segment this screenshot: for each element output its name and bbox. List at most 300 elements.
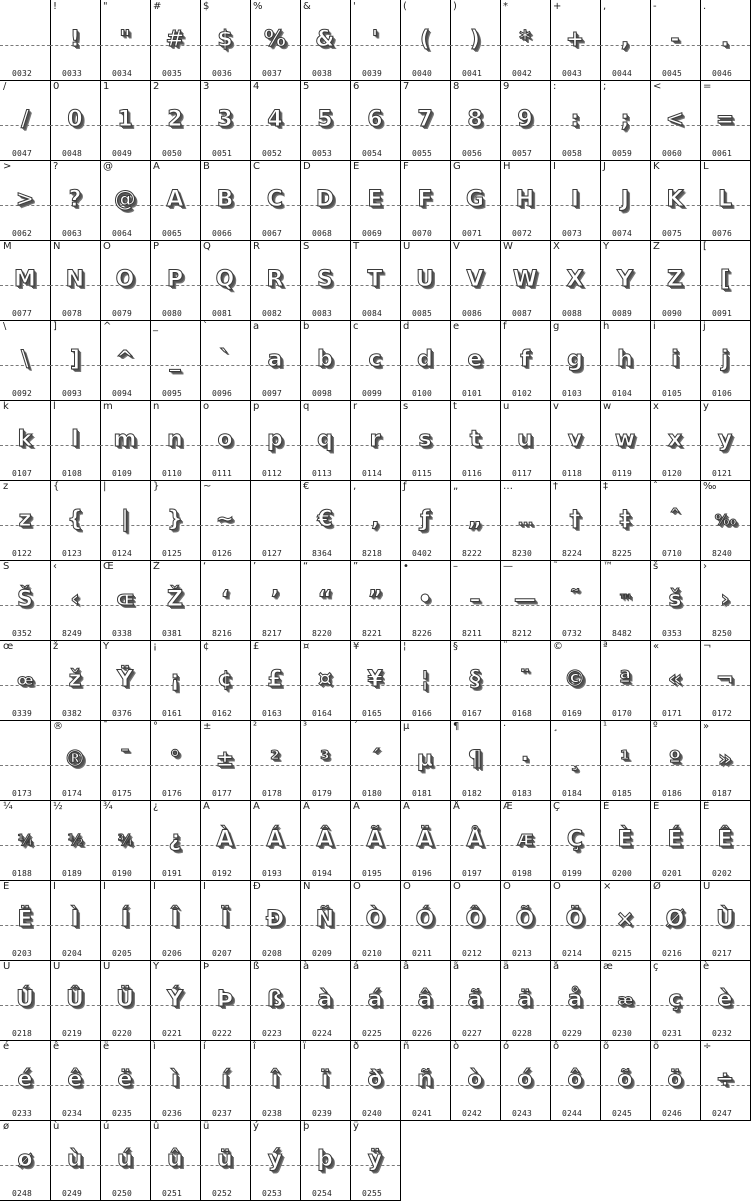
glyph-char-label: – bbox=[453, 561, 458, 572]
glyph-char-label: [ bbox=[703, 241, 707, 252]
glyph-code: 0090 bbox=[662, 309, 683, 318]
glyph-char-label: ‚ bbox=[353, 481, 357, 492]
glyph-code: 0106 bbox=[712, 389, 733, 398]
glyph-preview: À bbox=[216, 827, 234, 852]
glyph-preview: Û bbox=[66, 987, 84, 1012]
glyph-code: 0230 bbox=[612, 1029, 633, 1038]
glyph-code: 0079 bbox=[112, 309, 133, 318]
glyph-char-label: ß bbox=[253, 961, 260, 972]
glyph-cell bbox=[50, 560, 101, 641]
glyph-preview: Á bbox=[266, 827, 284, 852]
glyph-cell bbox=[0, 160, 51, 241]
glyph-cell bbox=[700, 800, 751, 881]
glyph-cell bbox=[700, 1040, 751, 1121]
glyph-preview: Ð bbox=[265, 907, 285, 932]
glyph-preview: ¾ bbox=[117, 831, 133, 849]
glyph-code: 0125 bbox=[162, 549, 183, 558]
glyph-preview: ð bbox=[367, 1067, 383, 1092]
glyph-code: 0245 bbox=[612, 1109, 633, 1118]
glyph-preview: „ bbox=[467, 507, 483, 532]
glyph-code: 0352 bbox=[12, 629, 33, 638]
glyph-code: 0225 bbox=[362, 1029, 383, 1038]
glyph-code: 0162 bbox=[212, 709, 233, 718]
glyph-cell bbox=[300, 400, 351, 481]
glyph-preview: W bbox=[512, 267, 538, 292]
glyph-cell bbox=[200, 560, 251, 641]
glyph-char-label: 2 bbox=[153, 81, 160, 92]
glyph-char-label: { bbox=[53, 481, 60, 492]
glyph-char-label: Â bbox=[303, 801, 310, 812]
glyph-code: 8222 bbox=[462, 549, 483, 558]
glyph-cell bbox=[400, 160, 451, 241]
glyph-code: 0068 bbox=[312, 229, 333, 238]
glyph-char-label: ò bbox=[453, 1041, 460, 1052]
glyph-char-label: & bbox=[303, 1, 311, 12]
glyph-cell bbox=[500, 800, 551, 881]
glyph-preview: £ bbox=[267, 667, 283, 692]
glyph-code: 0382 bbox=[62, 709, 83, 718]
glyph-preview: Z bbox=[667, 267, 683, 292]
glyph-preview: ª bbox=[618, 667, 632, 692]
glyph-code: 0111 bbox=[212, 469, 233, 478]
glyph-code: 0108 bbox=[62, 469, 83, 478]
glyph-preview: @ bbox=[114, 187, 136, 212]
glyph-char-label: G bbox=[453, 161, 461, 172]
glyph-preview: ÷ bbox=[715, 1067, 735, 1092]
glyph-preview: ) bbox=[469, 27, 481, 52]
glyph-char-label: ! bbox=[53, 1, 58, 12]
glyph-cell bbox=[350, 400, 401, 481]
glyph-preview: © bbox=[564, 667, 586, 692]
glyph-cell bbox=[100, 560, 151, 641]
glyph-preview: J bbox=[620, 187, 630, 212]
glyph-char-label: é bbox=[3, 1041, 10, 1052]
glyph-char-label: Þ bbox=[203, 961, 210, 972]
glyph-char-label: v bbox=[553, 401, 559, 412]
glyph-preview: È bbox=[617, 827, 633, 852]
glyph-code: 0082 bbox=[262, 309, 283, 318]
glyph-preview: þ bbox=[317, 1147, 333, 1172]
glyph-preview: ¼ bbox=[17, 831, 33, 849]
glyph-char-label: 9 bbox=[503, 81, 510, 92]
glyph-char-label: ^ bbox=[103, 321, 112, 332]
glyph-preview: \ bbox=[20, 347, 30, 372]
glyph-cell bbox=[150, 960, 201, 1041]
glyph-code: 0071 bbox=[462, 229, 483, 238]
glyph-preview: ¢ bbox=[217, 667, 233, 692]
glyph-cell bbox=[350, 80, 401, 161]
glyph-code: 0239 bbox=[312, 1109, 333, 1118]
glyph-cell bbox=[550, 480, 601, 561]
glyph-char-label: Ê bbox=[703, 801, 710, 812]
glyph-char-label: h bbox=[603, 321, 610, 332]
glyph-code: 8230 bbox=[512, 549, 533, 558]
glyph-cell bbox=[450, 880, 501, 961]
glyph-preview: ó bbox=[517, 1067, 533, 1092]
glyph-cell bbox=[600, 240, 651, 321]
glyph-code: 0042 bbox=[512, 69, 533, 78]
glyph-cell bbox=[650, 400, 701, 481]
glyph-cell bbox=[200, 0, 251, 81]
glyph-preview: Ÿ bbox=[117, 667, 133, 692]
glyph-cell bbox=[250, 1040, 301, 1121]
glyph-cell bbox=[300, 640, 351, 721]
glyph-cell bbox=[250, 1120, 301, 1201]
glyph-cell bbox=[300, 240, 351, 321]
glyph-cell bbox=[100, 240, 151, 321]
glyph-char-label: ¸ bbox=[553, 721, 558, 732]
glyph-char-label: P bbox=[153, 241, 160, 252]
glyph-preview: Œ bbox=[116, 591, 134, 609]
glyph-code: 0176 bbox=[162, 789, 183, 798]
glyph-cell bbox=[50, 160, 101, 241]
glyph-preview: õ bbox=[617, 1067, 633, 1092]
glyph-cell bbox=[150, 560, 201, 641]
glyph-cell bbox=[200, 1120, 251, 1201]
glyph-char-label: ã bbox=[453, 961, 460, 972]
glyph-code: 0187 bbox=[712, 789, 733, 798]
glyph-char-label: ~ bbox=[203, 481, 212, 492]
glyph-char-label: L bbox=[703, 161, 709, 172]
glyph-preview: è bbox=[717, 987, 733, 1012]
glyph-char-label: Q bbox=[203, 241, 211, 252]
glyph-code: 0078 bbox=[62, 309, 83, 318]
glyph-char-label: Ÿ bbox=[103, 641, 110, 652]
glyph-preview: b bbox=[317, 347, 333, 372]
glyph-char-label: Ð bbox=[253, 881, 261, 892]
glyph-cell bbox=[150, 720, 201, 801]
glyph-code: 0066 bbox=[212, 229, 233, 238]
glyph-cell bbox=[100, 400, 151, 481]
glyph-preview: h bbox=[617, 347, 633, 372]
glyph-code: 0116 bbox=[462, 469, 483, 478]
glyph-cell bbox=[700, 480, 751, 561]
glyph-cell bbox=[0, 800, 51, 881]
glyph-code: 0072 bbox=[512, 229, 533, 238]
glyph-preview: Ž bbox=[167, 587, 183, 612]
glyph-char-label: o bbox=[203, 401, 210, 412]
glyph-code: 8225 bbox=[612, 549, 633, 558]
glyph-preview: ® bbox=[64, 747, 86, 772]
glyph-char-label: È bbox=[603, 801, 610, 812]
glyph-code: 0248 bbox=[12, 1189, 33, 1198]
glyph-code: 0033 bbox=[62, 69, 83, 78]
glyph-preview: Î bbox=[170, 907, 180, 932]
glyph-char-label: ¤ bbox=[303, 641, 310, 652]
glyph-preview: q bbox=[317, 427, 333, 452]
glyph-cell bbox=[550, 800, 601, 881]
glyph-code: 0166 bbox=[412, 709, 433, 718]
glyph-char-label: , bbox=[603, 1, 607, 12]
glyph-preview: * bbox=[519, 27, 531, 52]
glyph-preview: 1 bbox=[117, 107, 133, 132]
glyph-code: 0105 bbox=[662, 389, 683, 398]
glyph-char-label: § bbox=[453, 641, 458, 652]
glyph-cell bbox=[550, 240, 601, 321]
glyph-cell bbox=[0, 1120, 51, 1201]
glyph-cell bbox=[350, 640, 401, 721]
glyph-cell bbox=[0, 480, 51, 561]
glyph-char-label: 6 bbox=[353, 81, 360, 92]
glyph-code: 0173 bbox=[12, 789, 33, 798]
glyph-char-label: € bbox=[303, 481, 310, 492]
glyph-preview: ¬ bbox=[715, 667, 735, 692]
glyph-preview: # bbox=[165, 27, 185, 52]
glyph-preview: ‰ bbox=[714, 511, 736, 529]
glyph-cell bbox=[400, 480, 451, 561]
glyph-code: 0120 bbox=[662, 469, 683, 478]
glyph-char-label: = bbox=[703, 81, 712, 92]
glyph-char-label: è bbox=[703, 961, 710, 972]
glyph-char-label: % bbox=[253, 1, 263, 12]
glyph-cell bbox=[600, 0, 651, 81]
glyph-cell bbox=[500, 880, 551, 961]
glyph-cell bbox=[150, 1120, 201, 1201]
glyph-char-label: ä bbox=[503, 961, 510, 972]
glyph-code: 0062 bbox=[12, 229, 33, 238]
glyph-preview: l bbox=[71, 427, 79, 452]
glyph-code: 0103 bbox=[562, 389, 583, 398]
glyph-char-label: Š bbox=[3, 561, 10, 572]
glyph-cell bbox=[400, 800, 451, 881]
glyph-char-label: ¹ bbox=[603, 721, 608, 732]
glyph-char-label: Ì bbox=[53, 881, 56, 892]
glyph-preview: Ç bbox=[566, 827, 584, 852]
glyph-code: 8364 bbox=[312, 549, 333, 558]
glyph-preview: ¨ bbox=[519, 667, 531, 692]
glyph-code: 0208 bbox=[262, 949, 283, 958]
glyph-char-label: ’ bbox=[253, 561, 257, 572]
glyph-preview: Ã bbox=[366, 827, 384, 852]
glyph-char-label: C bbox=[253, 161, 260, 172]
glyph-char-label: ¨ bbox=[503, 641, 508, 652]
glyph-cell bbox=[650, 80, 701, 161]
glyph-cell bbox=[550, 640, 601, 721]
glyph-char-label: U bbox=[403, 241, 411, 252]
glyph-cell bbox=[0, 320, 51, 401]
glyph-preview: r bbox=[369, 427, 381, 452]
glyph-preview: H bbox=[515, 187, 535, 212]
glyph-cell bbox=[600, 880, 651, 961]
glyph-code: 0085 bbox=[412, 309, 433, 318]
glyph-preview: ¹ bbox=[620, 747, 630, 772]
glyph-code: 0224 bbox=[312, 1029, 333, 1038]
glyph-preview: N bbox=[65, 267, 85, 292]
glyph-code: 0110 bbox=[162, 469, 183, 478]
glyph-cell bbox=[650, 640, 701, 721]
glyph-cell bbox=[600, 800, 651, 881]
glyph-code: 0240 bbox=[362, 1109, 383, 1118]
glyph-cell bbox=[250, 560, 301, 641]
glyph-preview: ” bbox=[367, 587, 383, 612]
glyph-char-label: Ö bbox=[553, 881, 561, 892]
glyph-cell bbox=[550, 720, 601, 801]
glyph-cell bbox=[600, 960, 651, 1041]
glyph-code: 0104 bbox=[612, 389, 633, 398]
glyph-code: 0091 bbox=[712, 309, 733, 318]
glyph-char-label: ù bbox=[53, 1121, 60, 1132]
glyph-code: 0182 bbox=[462, 789, 483, 798]
glyph-cell bbox=[150, 320, 201, 401]
glyph-cell bbox=[50, 960, 101, 1041]
glyph-preview: ¶ bbox=[468, 747, 482, 772]
glyph-cell bbox=[350, 240, 401, 321]
glyph-code: 8249 bbox=[62, 629, 83, 638]
glyph-cell bbox=[500, 720, 551, 801]
glyph-cell bbox=[450, 80, 501, 161]
glyph-code: 0216 bbox=[662, 949, 683, 958]
glyph-char-label: ™ bbox=[603, 561, 613, 572]
glyph-code: 0051 bbox=[212, 149, 233, 158]
glyph-cell bbox=[0, 1040, 51, 1121]
glyph-code: 0114 bbox=[362, 469, 383, 478]
glyph-char-label: ° bbox=[153, 721, 158, 732]
glyph-char-label: ö bbox=[653, 1041, 660, 1052]
glyph-char-label: - bbox=[653, 1, 657, 12]
glyph-cell bbox=[700, 880, 751, 961]
glyph-char-label: ‡ bbox=[603, 481, 608, 492]
glyph-preview: Â bbox=[316, 827, 334, 852]
glyph-code: 0117 bbox=[512, 469, 533, 478]
glyph-preview: ß bbox=[267, 987, 283, 1012]
glyph-preview: X bbox=[566, 267, 584, 292]
glyph-preview: 8 bbox=[467, 107, 483, 132]
glyph-preview: F bbox=[417, 187, 433, 212]
glyph-char-label: ‹ bbox=[53, 561, 57, 572]
glyph-preview: M bbox=[14, 267, 36, 292]
glyph-code: 0083 bbox=[312, 309, 333, 318]
glyph-cell bbox=[200, 1040, 251, 1121]
glyph-char-label: | bbox=[103, 481, 107, 492]
glyph-cell bbox=[300, 320, 351, 401]
glyph-char-label: 1 bbox=[103, 81, 110, 92]
glyph-cell bbox=[550, 320, 601, 401]
glyph-char-label: þ bbox=[303, 1121, 310, 1132]
glyph-preview: € bbox=[317, 507, 333, 532]
glyph-code: 8250 bbox=[712, 629, 733, 638]
glyph-preview: Ó bbox=[415, 907, 435, 932]
glyph-cell bbox=[550, 0, 601, 81]
glyph-cell bbox=[650, 1040, 701, 1121]
glyph-cell bbox=[500, 240, 551, 321]
glyph-preview: ] bbox=[69, 347, 81, 372]
glyph-code: 0044 bbox=[612, 69, 633, 78]
glyph-code: 0035 bbox=[162, 69, 183, 78]
glyph-code: 0231 bbox=[662, 1029, 683, 1038]
glyph-char-label: / bbox=[3, 81, 7, 92]
glyph-code: 0093 bbox=[62, 389, 83, 398]
glyph-char-label: X bbox=[553, 241, 560, 252]
glyph-preview: é bbox=[17, 1067, 33, 1092]
glyph-char-label: ó bbox=[503, 1041, 510, 1052]
glyph-cell bbox=[0, 640, 51, 721]
glyph-char-label: ” bbox=[353, 561, 359, 572]
glyph-cell bbox=[450, 480, 501, 561]
glyph-preview: u bbox=[517, 427, 533, 452]
glyph-preview: í bbox=[221, 1067, 229, 1092]
glyph-preview: ú bbox=[117, 1147, 133, 1172]
glyph-char-label: æ bbox=[603, 961, 613, 972]
glyph-cell bbox=[650, 240, 701, 321]
glyph-cell bbox=[700, 960, 751, 1041]
glyph-char-label: p bbox=[253, 401, 260, 412]
glyph-preview: L bbox=[717, 187, 733, 212]
glyph-cell bbox=[700, 560, 751, 641]
glyph-preview: ¡ bbox=[169, 667, 181, 692]
glyph-code: 0339 bbox=[12, 709, 33, 718]
glyph-code: 0179 bbox=[312, 789, 333, 798]
glyph-cell bbox=[250, 800, 301, 881]
glyph-char-label: F bbox=[403, 161, 409, 172]
glyph-code: 0221 bbox=[162, 1029, 183, 1038]
glyph-code: 0218 bbox=[12, 1029, 33, 1038]
glyph-cell bbox=[500, 400, 551, 481]
glyph-cell bbox=[450, 1040, 501, 1121]
glyph-char-label: c bbox=[353, 321, 359, 332]
glyph-cell bbox=[200, 800, 251, 881]
glyph-preview: x bbox=[667, 427, 683, 452]
glyph-char-label: ] bbox=[53, 321, 57, 332]
glyph-cell bbox=[50, 640, 101, 721]
glyph-cell bbox=[50, 480, 101, 561]
glyph-code: 0214 bbox=[562, 949, 583, 958]
glyph-code: 0122 bbox=[12, 549, 33, 558]
glyph-preview: › bbox=[720, 587, 730, 612]
glyph-cell bbox=[700, 160, 751, 241]
glyph-char-label: Ý bbox=[153, 961, 160, 972]
glyph-code: 0177 bbox=[212, 789, 233, 798]
glyph-char-label: ? bbox=[53, 161, 59, 172]
glyph-char-label: Ä bbox=[403, 801, 410, 812]
glyph-char-label: Ù bbox=[703, 881, 711, 892]
glyph-cell bbox=[550, 560, 601, 641]
glyph-cell bbox=[350, 320, 401, 401]
glyph-cell bbox=[600, 560, 651, 641]
glyph-char-label: b bbox=[303, 321, 310, 332]
glyph-preview: ô bbox=[567, 1067, 583, 1092]
glyph-code: 0112 bbox=[262, 469, 283, 478]
glyph-preview: V bbox=[466, 267, 484, 292]
glyph-preview: « bbox=[667, 667, 683, 692]
glyph-preview: 7 bbox=[417, 107, 433, 132]
glyph-code: 0092 bbox=[12, 389, 33, 398]
glyph-cell bbox=[450, 240, 501, 321]
glyph-preview: Q bbox=[215, 267, 235, 292]
glyph-char-label: Ç bbox=[553, 801, 560, 812]
glyph-char-label: y bbox=[703, 401, 709, 412]
glyph-preview: - bbox=[670, 27, 680, 52]
glyph-cell bbox=[100, 80, 151, 161]
glyph-preview: ¿ bbox=[168, 827, 182, 852]
glyph-preview: ç bbox=[668, 987, 682, 1012]
glyph-code: 0170 bbox=[612, 709, 633, 718]
glyph-char-label: ì bbox=[153, 1041, 156, 1052]
glyph-preview: Ò bbox=[365, 907, 385, 932]
glyph-char-label: J bbox=[603, 161, 606, 172]
glyph-cell bbox=[100, 960, 151, 1041]
glyph-code: 0115 bbox=[412, 469, 433, 478]
glyph-cell bbox=[150, 1040, 201, 1121]
glyph-code: 0164 bbox=[312, 709, 333, 718]
glyph-preview: P bbox=[166, 267, 184, 292]
glyph-char-label: ˜ bbox=[553, 561, 558, 572]
glyph-cell bbox=[650, 720, 701, 801]
glyph-cell bbox=[450, 400, 501, 481]
glyph-char-label: à bbox=[303, 961, 310, 972]
glyph-char-label: ¾ bbox=[103, 801, 113, 812]
glyph-preview: ñ bbox=[417, 1067, 433, 1092]
glyph-preview: 6 bbox=[367, 107, 383, 132]
